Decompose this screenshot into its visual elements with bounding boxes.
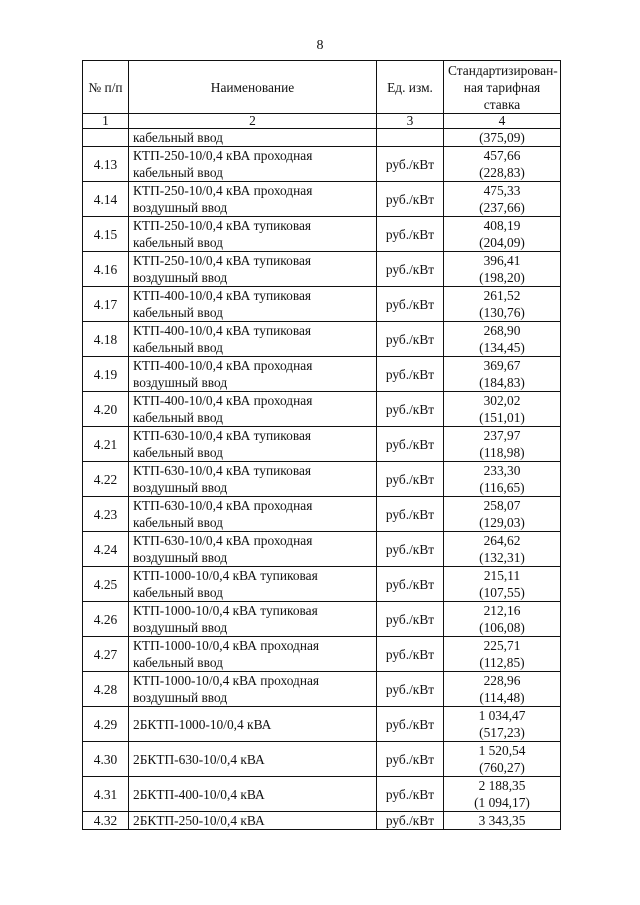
row-name: 2БКТП-400-10/0,4 кВА (129, 777, 377, 812)
table-row (83, 532, 561, 567)
row-unit: руб./кВт (377, 777, 444, 812)
table-row (83, 287, 561, 322)
table-row (83, 427, 561, 462)
row-unit: руб./кВт (377, 602, 444, 637)
row-number: 4.21 (83, 427, 129, 462)
rate-value: 1 034,47 (478, 708, 526, 723)
rate-value-secondary: (129,03) (479, 515, 525, 530)
rate-value-secondary: (760,27) (479, 760, 525, 775)
row-unit: руб./кВт (377, 252, 444, 287)
row-unit: руб./кВт (377, 182, 444, 217)
row-name: 2БКТП-630-10/0,4 кВА (129, 742, 377, 777)
row-number: 4.28 (83, 672, 129, 707)
rate-value-secondary: (106,08) (479, 620, 525, 635)
row-rate (444, 602, 561, 637)
table-row (83, 672, 561, 707)
row-name: КТП-630-10/0,4 кВА проходная воздушный ввод (129, 532, 377, 567)
rate-value-secondary: (114,48) (479, 690, 525, 705)
row-unit: руб./кВт (377, 812, 444, 830)
row-rate (444, 497, 561, 532)
rate-value-secondary: (151,01) (479, 410, 525, 425)
row-name: 2БКТП-250-10/0,4 кВА (129, 812, 377, 830)
rate-value-secondary: (118,98) (479, 445, 525, 460)
row-number (83, 129, 129, 147)
row-rate (444, 427, 561, 462)
rate-value: 2 188,35 (478, 778, 526, 793)
row-number: 4.27 (83, 637, 129, 672)
row-rate (444, 672, 561, 707)
row-unit: руб./кВт (377, 322, 444, 357)
rate-value-secondary: (198,20) (479, 270, 525, 285)
row-rate (444, 182, 561, 217)
row-number: 4.17 (83, 287, 129, 322)
rate-value: 237,97 (483, 428, 521, 443)
row-name: КТП-400-10/0,4 кВА тупиковая кабельный ввод (129, 322, 377, 357)
row-rate (444, 462, 561, 497)
row-unit: руб./кВт (377, 707, 444, 742)
row-rate: 3 343,35 (444, 812, 561, 830)
table-row (83, 147, 561, 182)
row-unit: руб./кВт (377, 567, 444, 602)
row-number: 4.29 (83, 707, 129, 742)
row-name: КТП-250-10/0,4 кВА проходная воздушный ввод (129, 182, 377, 217)
table-row (83, 392, 561, 427)
rate-value: 261,52 (483, 288, 521, 303)
row-number: 4.25 (83, 567, 129, 602)
row-name: КТП-1000-10/0,4 кВА тупиковая кабельный ввод (129, 567, 377, 602)
rate-value: 1 520,54 (478, 743, 526, 758)
rate-value-secondary: (184,83) (479, 375, 525, 390)
rate-value-secondary: (132,31) (479, 550, 525, 565)
row-number: 4.13 (83, 147, 129, 182)
rate-value: 369,67 (483, 358, 521, 373)
continuation-row (83, 129, 561, 147)
row-number: 4.31 (83, 777, 129, 812)
row-rate (444, 742, 561, 777)
rate-value-secondary: (112,85) (479, 655, 525, 670)
row-name: КТП-1000-10/0,4 кВА проходная кабельный ввод (129, 637, 377, 672)
rate-value-secondary: (134,45) (479, 340, 525, 355)
rate-value: 302,02 (483, 393, 521, 408)
row-number: 4.16 (83, 252, 129, 287)
row-name: КТП-1000-10/0,4 кВА тупиковая воздушный ввод (129, 602, 377, 637)
row-unit: руб./кВт (377, 497, 444, 532)
row-name: КТП-630-10/0,4 кВА проходная кабельный ввод (129, 497, 377, 532)
row-name: КТП-630-10/0,4 кВА тупиковая воздушный ввод (129, 462, 377, 497)
table-row (83, 637, 561, 672)
column-number: 3 (377, 114, 444, 129)
row-unit: руб./кВт (377, 532, 444, 567)
table-row (83, 567, 561, 602)
rate-value-secondary: (228,83) (479, 165, 525, 180)
header-unit: Ед. изм. (377, 61, 444, 114)
row-unit: руб./кВт (377, 427, 444, 462)
table-row (83, 742, 561, 777)
row-rate (444, 637, 561, 672)
row-number: 4.32 (83, 812, 129, 830)
rate-value: 212,16 (483, 603, 521, 618)
rate-value-secondary: (107,55) (479, 585, 525, 600)
row-number: 4.23 (83, 497, 129, 532)
row-rate (444, 707, 561, 742)
row-name: КТП-250-10/0,4 кВА проходная кабельный ввод (129, 147, 377, 182)
rate-value-secondary: (116,65) (479, 480, 525, 495)
table-row (83, 322, 561, 357)
row-name: КТП-250-10/0,4 кВА тупиковая воздушный ввод (129, 252, 377, 287)
page-number: 8 (316, 38, 324, 53)
row-name: КТП-400-10/0,4 кВА проходная воздушный ввод (129, 357, 377, 392)
table-header-row (83, 61, 561, 114)
table-row (83, 252, 561, 287)
table-row (83, 812, 561, 830)
header-rate: Стандартизирован-ная тарифная ставка (444, 61, 561, 114)
row-unit: руб./кВт (377, 672, 444, 707)
rate-value-secondary: (130,76) (479, 305, 525, 320)
header-num: № п/п (83, 61, 129, 114)
table-row (83, 462, 561, 497)
row-rate (444, 567, 561, 602)
row-rate (444, 392, 561, 427)
row-number: 4.14 (83, 182, 129, 217)
table-row (83, 777, 561, 812)
row-unit (377, 129, 444, 147)
row-number: 4.15 (83, 217, 129, 252)
row-unit: руб./кВт (377, 287, 444, 322)
row-rate (444, 357, 561, 392)
row-number: 4.20 (83, 392, 129, 427)
rate-value: 233,30 (483, 463, 521, 478)
rate-value: 215,11 (483, 568, 521, 583)
column-number: 2 (129, 114, 377, 129)
row-number: 4.26 (83, 602, 129, 637)
row-name: КТП-400-10/0,4 кВА тупиковая кабельный ввод (129, 287, 377, 322)
rate-value: 475,33 (483, 183, 521, 198)
row-rate (444, 217, 561, 252)
row-unit: руб./кВт (377, 392, 444, 427)
row-unit: руб./кВт (377, 357, 444, 392)
row-name: КТП-250-10/0,4 кВА тупиковая кабельный ввод (129, 217, 377, 252)
table-row (83, 182, 561, 217)
rate-value-secondary: (517,23) (479, 725, 525, 740)
rate-value-secondary: (204,09) (479, 235, 525, 250)
row-rate (444, 322, 561, 357)
row-unit: руб./кВт (377, 217, 444, 252)
row-number: 4.18 (83, 322, 129, 357)
row-name: КТП-630-10/0,4 кВА тупиковая кабельный ввод (129, 427, 377, 462)
rate-value-secondary: (1 094,17) (474, 795, 530, 810)
rate-value: 396,41 (483, 253, 521, 268)
row-number: 4.30 (83, 742, 129, 777)
row-name: 2БКТП-1000-10/0,4 кВА (129, 707, 377, 742)
row-number: 4.19 (83, 357, 129, 392)
rate-value-secondary: (237,66) (479, 200, 525, 215)
row-rate: (375,09) (444, 129, 561, 147)
table-row (83, 497, 561, 532)
row-rate (444, 777, 561, 812)
tariff-table (82, 60, 561, 830)
rate-value: 408,19 (483, 218, 521, 233)
table-row (83, 602, 561, 637)
row-unit: руб./кВт (377, 147, 444, 182)
row-rate (444, 287, 561, 322)
column-numbers-row (83, 114, 561, 129)
column-number: 4 (444, 114, 561, 129)
rate-value: 457,66 (483, 148, 521, 163)
row-unit: руб./кВт (377, 742, 444, 777)
row-rate (444, 532, 561, 567)
header-name: Наименование (129, 61, 377, 114)
row-name: КТП-400-10/0,4 кВА проходная кабельный ввод (129, 392, 377, 427)
row-name: КТП-1000-10/0,4 кВА проходная воздушный ввод (129, 672, 377, 707)
table-row (83, 707, 561, 742)
row-unit: руб./кВт (377, 462, 444, 497)
table-row (83, 217, 561, 252)
row-number: 4.22 (83, 462, 129, 497)
rate-value: 258,07 (483, 498, 521, 513)
column-number: 1 (83, 114, 129, 129)
row-rate (444, 252, 561, 287)
rate-value: 228,96 (483, 673, 521, 688)
row-rate (444, 147, 561, 182)
row-unit: руб./кВт (377, 637, 444, 672)
row-name: кабельный ввод (129, 129, 377, 147)
rate-value: 264,62 (483, 533, 521, 548)
rate-value: 225,71 (483, 638, 521, 653)
rate-value: 268,90 (483, 323, 521, 338)
table-row (83, 357, 561, 392)
row-number: 4.24 (83, 532, 129, 567)
